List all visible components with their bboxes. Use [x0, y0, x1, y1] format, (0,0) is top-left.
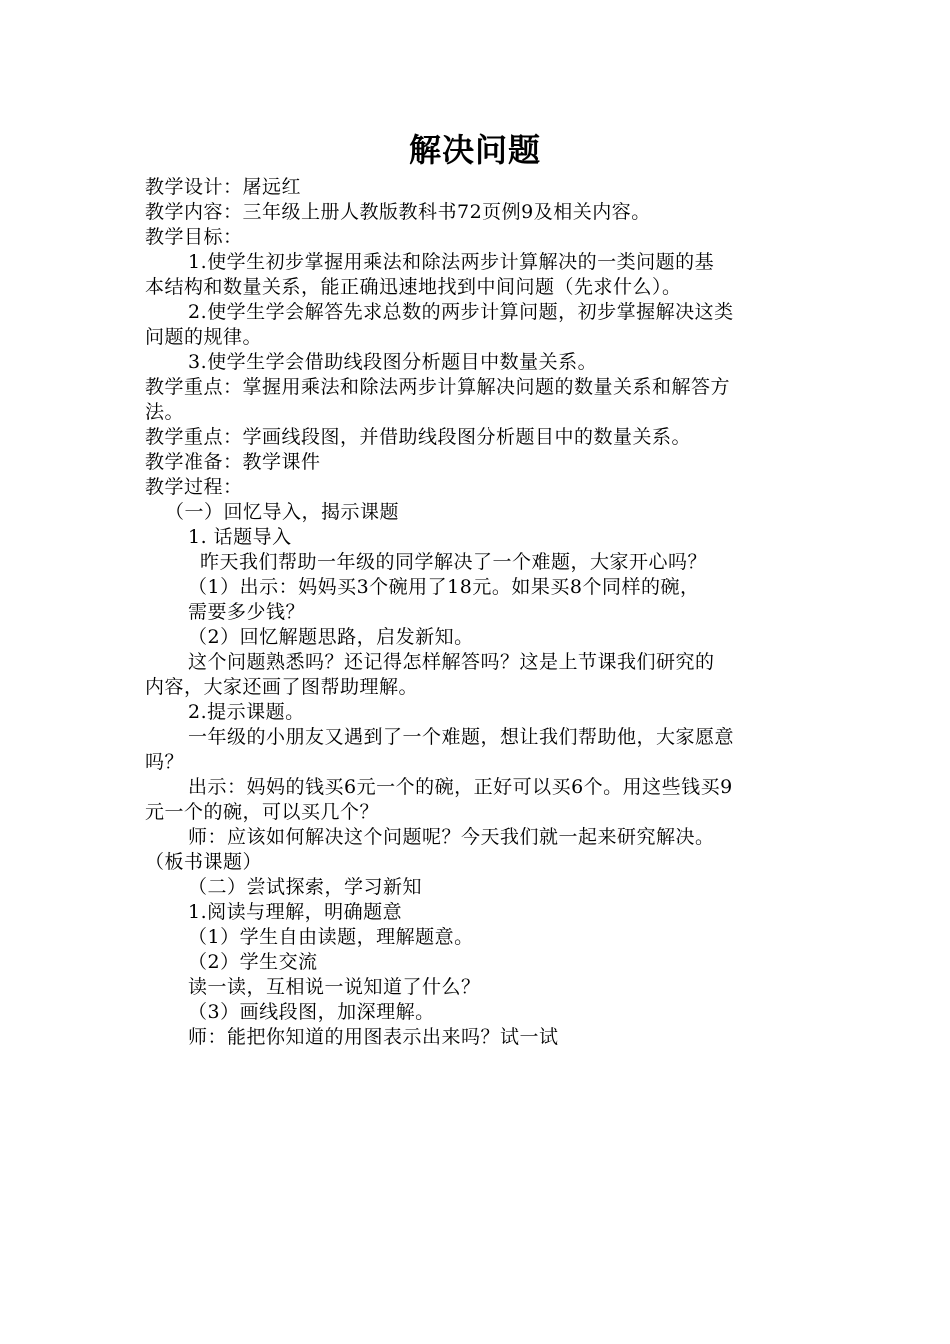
content-line: 教学内容：三年级上册人教版教科书72页例9及相关内容。	[145, 201, 651, 223]
step-2-heading: 2.提示课题。	[188, 701, 305, 723]
paragraph: 内容，大家还画了图帮助理解。	[145, 676, 419, 698]
objective-1-line-2: 本结构和数量关系，能正确迅速地找到中间问题（先求什么）。	[145, 276, 682, 298]
paragraph: 这个问题熟悉吗？还记得怎样解答吗？这是上节课我们研究的	[188, 651, 715, 673]
paragraph: 一年级的小朋友又遇到了一个难题，想让我们帮助他，大家愿意	[188, 726, 735, 748]
problem-2-line-1: 出示：妈妈的钱买6元一个的碗，正好可以买6个。用这些钱买9	[188, 776, 733, 798]
paragraph: 师：能把你知道的用图表示出来吗？试一试	[188, 1026, 559, 1048]
section-2-heading: （二）尝试探索，学习新知	[188, 876, 423, 898]
key-point-line-1: 教学重点：掌握用乘法和除法两步计算解决问题的数量关系和解答方	[145, 376, 731, 398]
sub-step: （3）画线段图，加深理解。	[188, 1001, 435, 1023]
objective-2-line-1: 2.使学生学会解答先求总数的两步计算问题，初步掌握解决这类	[188, 301, 734, 323]
objectives-heading: 教学目标：	[145, 226, 243, 248]
difficult-point: 教学重点：学画线段图，并借助线段图分析题目中的数量关系。	[145, 426, 692, 448]
sub-step-2: （2）回忆解题思路，启发新知。	[188, 626, 474, 648]
preparation: 教学准备：教学课件	[145, 451, 321, 473]
paragraph: 读一读，互相说一说知道了什么？	[188, 976, 481, 998]
paragraph: 师：应该如何解决这个问题呢？今天我们就一起来研究解决。	[188, 826, 715, 848]
step-1-heading: 1. 话题导入	[188, 526, 292, 548]
sub-step: （1）学生自由读题，理解题意。	[188, 926, 474, 948]
step-heading: 1.阅读与理解，明确题意	[188, 901, 403, 923]
section-1-heading: （一）回忆导入，揭示课题	[165, 501, 400, 523]
paragraph: （板书课题）	[145, 851, 263, 873]
problem-2-line-2: 元一个的碗，可以买几个？	[145, 801, 380, 823]
objective-1-line-1: 1.使学生初步掌握用乘法和除法两步计算解决的一类问题的基	[188, 251, 715, 273]
problem-1-line-1: （1）出示：妈妈买3个碗用了18元。如果买8个同样的碗，	[188, 576, 700, 598]
problem-1-line-2: 需要多少钱？	[188, 601, 306, 623]
sub-step: （2）学生交流	[188, 951, 318, 973]
objective-2-line-2: 问题的规律。	[145, 326, 263, 348]
paragraph: 昨天我们帮助一年级的同学解决了一个难题，大家开心吗？	[200, 551, 708, 573]
document-title: 解决问题	[408, 131, 541, 169]
paragraph: 吗？	[145, 751, 185, 773]
objective-3: 3.使学生学会借助线段图分析题目中数量关系。	[188, 351, 598, 373]
designer-line: 教学设计：屠远红	[145, 176, 302, 198]
key-point-line-2: 法。	[145, 401, 185, 423]
process-heading: 教学过程：	[145, 476, 243, 498]
